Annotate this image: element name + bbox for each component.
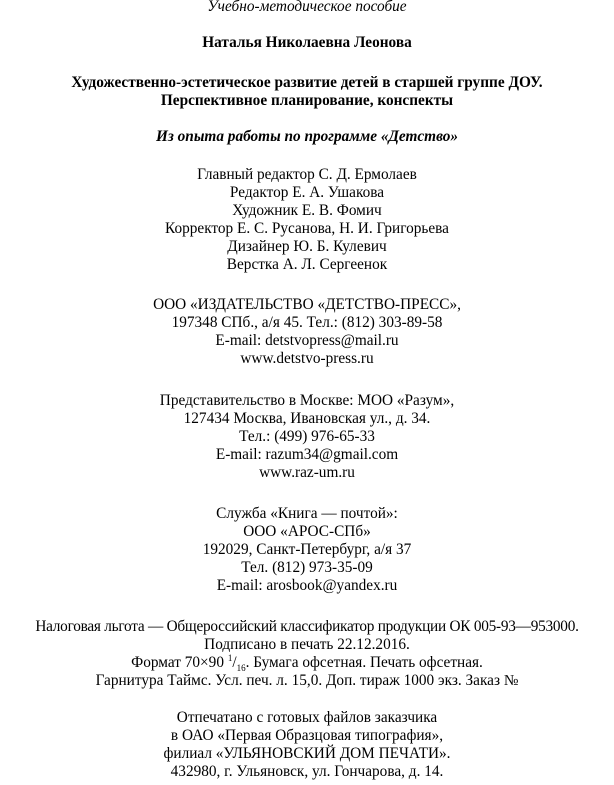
format-prefix: Формат 70×90 <box>131 654 228 671</box>
credits-block <box>0 166 614 274</box>
moscow-office-name: Представительство в Москве: МОО «Разум», <box>159 392 455 409</box>
moscow-office-block <box>0 392 614 482</box>
imprint-block <box>0 618 614 690</box>
publisher-address: 197348 СПб., а/я 45. Тел.: (812) 303-89-58 <box>171 314 443 331</box>
mail-order-address: 192029, Санкт-Петербург, а/я 37 <box>202 541 412 558</box>
book-title-line-2: Перспективное планирование, конспекты <box>160 92 454 109</box>
printer-line-3: филиал «УЛЬЯНОВСКИЙ ДОМ ПЕЧАТИ». <box>163 745 451 762</box>
credit-proofreader: Корректор Е. С. Русанова, Н. И. Григорьева <box>165 220 449 237</box>
format-fraction-denominator: 16 <box>236 663 246 674</box>
title-block <box>0 74 614 110</box>
credit-editor: Редактор Е. А. Ушакова <box>229 184 385 201</box>
book-title-line-1: Художественно-эстетическое развитие детей в старшей группе ДОУ. <box>71 74 543 91</box>
moscow-office-address: 127434 Москва, Ивановская ул., д. 34. <box>183 410 431 427</box>
format-suffix: . Бумага офсетная. Печать офсетная. <box>245 654 483 671</box>
format-line <box>0 654 614 672</box>
printer-block <box>0 709 614 781</box>
author-name: Наталья Николаевна Леонова <box>202 34 412 51</box>
publisher-name: ООО «ИЗДАТЕЛЬСТВО «ДЕТСТВО-ПРЕСС», <box>153 296 461 313</box>
publisher-block <box>0 296 614 368</box>
printer-line-2: в ОАО «Первая Образцовая типография», <box>170 727 444 744</box>
printer-line-1: Отпечатано с готовых файлов заказчика <box>176 709 438 726</box>
mail-order-email: E-mail: arosbook@yandex.ru <box>216 577 398 594</box>
signed-for-print-line: Подписано в печать 22.12.2016. <box>204 636 410 653</box>
format-fraction-numerator: 1 <box>227 652 233 663</box>
moscow-office-website: www.raz-um.ru <box>259 464 355 481</box>
subtitle-block <box>0 128 614 146</box>
moscow-office-phone: Тел.: (499) 976-65-33 <box>239 428 375 445</box>
printer-line-4: 432980, г. Ульяновск, ул. Гончарова, д. 14. <box>170 763 444 780</box>
author-block <box>0 34 614 52</box>
book-type: Учебно-методическое пособие <box>207 0 407 15</box>
book-subtitle: Из опыта работы по программе «Детство» <box>155 128 459 145</box>
mail-order-block <box>0 505 614 595</box>
typeface-line: Гарнитура Таймс. Усл. печ. л. 15,0. Доп. тираж 1000 экз. Заказ № <box>95 672 519 689</box>
mail-order-company: ООО «АРОС-СПб» <box>243 523 371 540</box>
publisher-email: E-mail: detstvopress@mail.ru <box>215 332 399 349</box>
tax-exemption-line: Налоговая льгота — Общероссийский классификатор продукции ОК 005-93—953000. <box>35 618 579 635</box>
moscow-office-email: E-mail: razum34@gmail.com <box>215 446 399 463</box>
format-fraction-slash: / <box>232 654 237 671</box>
mail-order-phone: Тел. (812) 973-35-09 <box>241 559 373 576</box>
credit-layout: Верстка А. Л. Сергеенок <box>226 256 388 273</box>
credit-artist: Художник Е. В. Фомич <box>232 202 382 219</box>
credit-designer: Дизайнер Ю. Б. Кулевич <box>227 238 387 255</box>
book-type-block <box>0 0 614 16</box>
credit-chief-editor: Главный редактор С. Д. Ермолаев <box>197 166 417 183</box>
publisher-website: www.detstvo-press.ru <box>240 350 374 367</box>
mail-order-service: Служба «Книга — почтой»: <box>216 505 398 522</box>
